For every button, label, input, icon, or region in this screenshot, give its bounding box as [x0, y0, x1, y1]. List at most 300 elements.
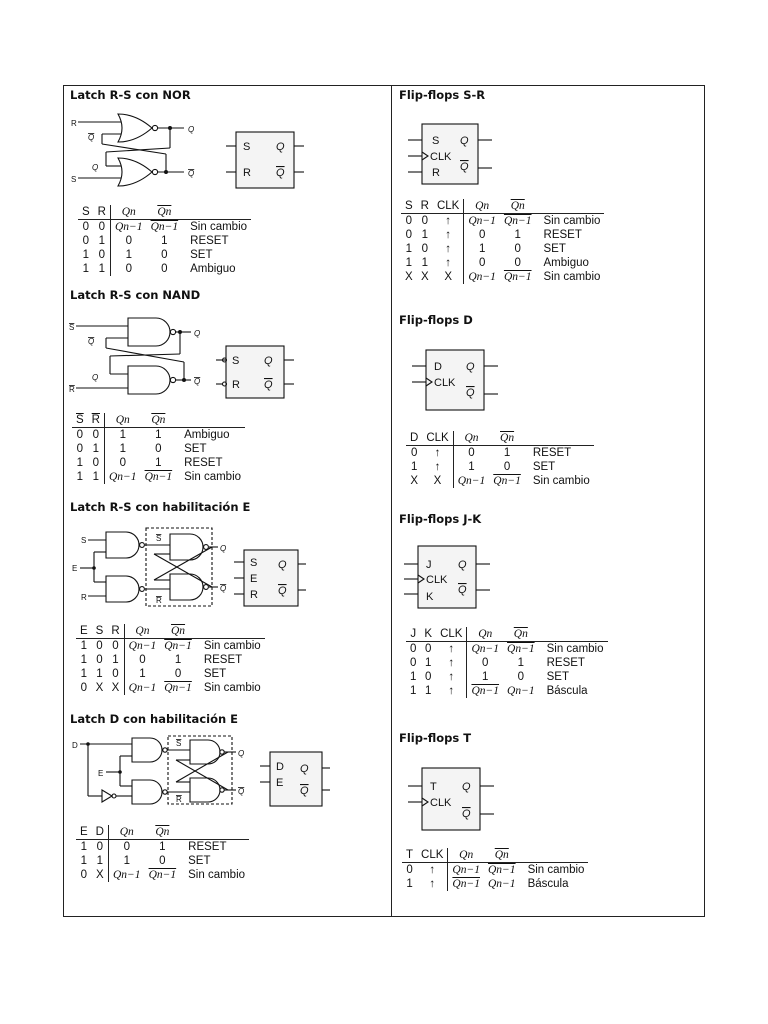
table-cell: 0 [421, 243, 429, 255]
table-header-cell: CLK [436, 627, 467, 642]
table-cell: 0 [410, 657, 417, 669]
table-cell: Qn−1 [128, 640, 157, 652]
table-description-cell: RESET [190, 235, 229, 247]
table-cell: 1 [174, 654, 182, 666]
table-row [406, 684, 608, 698]
input-s-label: S [71, 175, 77, 184]
table-row [402, 877, 588, 891]
truth-table-latch-rs-enable [76, 624, 265, 695]
table-cell: Qn−1 [507, 685, 535, 697]
block-qbar-label: Q [264, 379, 273, 391]
table-header-cell: Qn [104, 413, 140, 428]
table-cell: Qn−1 [114, 221, 143, 233]
table-cell: 0 [96, 640, 103, 652]
table-description-cell: Sin cambio [532, 475, 590, 487]
table-cell: Qn−1 [452, 864, 480, 876]
table-cell: 1 [421, 257, 429, 269]
table-description-cell: SET [543, 243, 566, 255]
table-cell: Qn−1 [164, 682, 192, 694]
block-t-label: T [430, 781, 437, 793]
section-title-latch-rs-nor: Latch R-S con NOR [70, 88, 191, 102]
block-q-label: Q [278, 559, 287, 571]
table-cell: 1 [94, 234, 111, 248]
output-qbar-label: Q [194, 377, 201, 386]
output-qbar-label: Q [188, 169, 195, 178]
table-cell: 0 [174, 668, 182, 680]
table-cell: 1 [514, 229, 521, 241]
qbar-feedback-label: Q [88, 133, 95, 142]
table-cell: X [92, 868, 109, 882]
table-description-cell: RESET [546, 657, 585, 669]
table-cell: 0 [82, 221, 90, 233]
input-rbar-label: R [69, 385, 75, 394]
table-cell: ↑ [417, 877, 448, 891]
table-cell: 1 [80, 855, 88, 867]
table-row [78, 234, 251, 248]
block-s-label: S [243, 141, 251, 153]
section-title-ff-t: Flip-flops T [399, 731, 472, 745]
internal-sbar-label: S [156, 534, 162, 543]
block-d-label: D [434, 361, 442, 373]
table-cell: 0 [82, 235, 90, 247]
table-header-cell: S [78, 205, 94, 220]
input-e-label: E [72, 564, 78, 573]
ff-sr-diagram [400, 118, 510, 190]
table-cell: X [422, 474, 453, 488]
table-cell: 1 [405, 243, 413, 255]
table-row [76, 667, 265, 681]
table-row [406, 460, 594, 474]
input-sbar-label: S [69, 323, 75, 332]
table-cell: 0 [107, 667, 124, 681]
table-row [78, 262, 251, 276]
table-description-cell: SET [190, 249, 213, 261]
ff-t-diagram [400, 764, 510, 834]
table-cell: 0 [425, 671, 432, 683]
table-header-cell: $\overline{Qn}$ [160, 624, 196, 639]
table-row [72, 470, 245, 484]
section-title-ff-jk: Flip-flops J-K [399, 512, 482, 526]
table-cell: 0 [405, 229, 413, 241]
table-cell: Qn−1 [150, 221, 179, 233]
table-cell: 0 [503, 461, 511, 473]
table-cell: 1 [92, 854, 109, 868]
table-cell: Qn−1 [112, 869, 141, 881]
section-title-latch-rs-enable: Latch R-S con habilitación E [70, 500, 251, 514]
output-q-label: Q [194, 329, 201, 338]
block-qbar-label: Q [276, 167, 285, 179]
table-cell: Qn−1 [108, 471, 137, 483]
table-cell: 1 [161, 235, 168, 247]
block-d-label: D [276, 761, 284, 773]
table-cell: 1 [119, 429, 126, 441]
table-header-cell [520, 848, 589, 863]
table-cell: 0 [94, 220, 111, 235]
table-header-cell: CLK [433, 199, 464, 214]
block-q-label: Q [466, 361, 475, 373]
output-q-label: Q [238, 749, 245, 758]
table-header-cell: R [94, 205, 111, 220]
table-header-cell [525, 431, 594, 446]
table-header-cell: $\overline{Qn}$ [489, 431, 525, 446]
block-qbar-label: Q [458, 584, 467, 596]
table-cell: 1 [88, 470, 105, 484]
table-cell: 1 [125, 249, 132, 261]
table-description-cell: RESET [188, 841, 227, 853]
table-row [72, 442, 245, 456]
block-s-label: S [250, 557, 258, 569]
truth-table-ff-sr [401, 199, 604, 284]
table-row [402, 863, 588, 878]
section-title-ff-sr: Flip-flops S-R [399, 88, 486, 102]
table-description-cell: Sin cambio [184, 471, 242, 483]
table-description-cell: SET [532, 461, 556, 473]
table-cell: Qn−1 [487, 864, 516, 876]
table-header-cell: $\overline{Qn}$ [503, 627, 539, 642]
table-cell: 0 [125, 235, 132, 247]
table-cell: ↑ [417, 863, 448, 878]
table-cell: Qn−1 [471, 685, 500, 697]
table-cell: 1 [107, 653, 124, 667]
block-q-label: Q [276, 141, 285, 153]
table-cell: 0 [482, 657, 489, 669]
table-cell: 0 [139, 654, 146, 666]
section-title-latch-d-enable: Latch D con habilitación E [70, 712, 239, 726]
table-cell: 0 [517, 671, 525, 683]
input-s-label: S [81, 536, 87, 545]
table-cell: 1 [159, 841, 166, 853]
table-row [401, 214, 604, 229]
table-description-cell: Sin cambio [203, 682, 261, 694]
table-cell: ↑ [436, 642, 467, 657]
block-q-label: Q [300, 763, 309, 775]
table-description-cell: Sin cambio [190, 221, 248, 233]
table-row [76, 639, 265, 654]
table-header-cell: $\overline{Qn}$ [147, 205, 183, 220]
table-cell: Qn−1 [164, 640, 192, 652]
block-q-label: Q [462, 781, 471, 793]
table-header-cell [536, 199, 605, 214]
table-cell: Qn−1 [144, 471, 173, 483]
table-description-cell: Báscula [527, 878, 569, 890]
table-description-cell: Ambiguo [190, 263, 236, 275]
table-cell: 0 [514, 257, 521, 269]
table-cell: 0 [468, 447, 475, 459]
block-r-label: R [432, 167, 440, 179]
output-q-label: Q [220, 544, 227, 553]
ff-d-diagram [400, 346, 510, 416]
qbar-feedback-label: Q [88, 337, 95, 346]
table-cell: X [420, 271, 429, 283]
table-row [401, 228, 604, 242]
table-row [76, 854, 249, 868]
table-header-cell [539, 627, 608, 642]
table-cell: 1 [482, 671, 489, 683]
truth-table-ff-jk [406, 627, 608, 698]
block-k-label: K [426, 591, 434, 603]
table-row [401, 242, 604, 256]
table-cell: Qn−1 [148, 869, 177, 881]
truth-table-ff-d [406, 431, 594, 488]
table-header-cell [182, 205, 251, 220]
table-header-cell: Qn [448, 848, 484, 863]
table-cell: X [107, 681, 124, 695]
table-row [78, 220, 251, 235]
table-cell: 1 [468, 461, 475, 473]
table-cell: 1 [155, 429, 162, 441]
table-cell: 1 [517, 657, 525, 669]
table-description-cell: Sin cambio [203, 640, 261, 652]
table-cell: Qn−1 [468, 215, 496, 227]
block-qbar-label: Q [300, 785, 309, 797]
table-row [401, 256, 604, 270]
table-description-cell: Sin cambio [543, 215, 601, 227]
table-cell: 1 [76, 471, 84, 483]
table-cell: 1 [410, 461, 418, 473]
input-r-label: R [71, 119, 77, 128]
table-cell: 0 [478, 257, 486, 269]
table-description-cell: Sin cambio [527, 864, 585, 876]
truth-table-latch-d-enable [76, 825, 249, 882]
table-description-cell: RESET [532, 447, 572, 459]
table-header-cell [180, 825, 249, 840]
block-clk-label: CLK [426, 574, 448, 586]
table-header-cell: $\overline{R}$ [88, 413, 105, 428]
table-description-cell: SET [203, 668, 227, 680]
table-header-cell [196, 624, 265, 639]
table-cell: X [433, 270, 464, 284]
table-header-cell: $\overline{Qn}$ [500, 199, 536, 214]
table-cell: 0 [76, 443, 84, 455]
table-row [406, 474, 594, 488]
table-header-cell: Qn [124, 624, 160, 639]
table-cell: 1 [119, 443, 126, 455]
output-qbar-label: Q [238, 787, 245, 796]
table-cell: 0 [80, 682, 88, 694]
table-cell: Qn−1 [471, 643, 500, 655]
table-cell: 0 [119, 457, 126, 469]
block-qbar-label: Q [462, 808, 471, 820]
table-cell: 0 [159, 855, 166, 867]
truth-table-ff-t [402, 848, 588, 891]
table-description-cell: RESET [203, 654, 243, 666]
table-cell: 0 [410, 447, 418, 459]
table-cell: ↑ [436, 670, 467, 684]
input-r-label: R [81, 593, 87, 602]
table-row [72, 456, 245, 470]
block-r-label: R [232, 379, 240, 391]
table-header-cell: $\overline{Qn}$ [145, 825, 181, 840]
table-header-cell: $\overline{Qn}$ [484, 848, 520, 863]
table-description-cell: RESET [543, 229, 582, 241]
table-cell: 0 [514, 243, 521, 255]
table-header-cell: J [406, 627, 420, 642]
table-cell: 0 [421, 215, 429, 227]
table-header-cell: E [76, 825, 92, 840]
table-header-cell: CLK [422, 431, 453, 446]
table-description-cell: SET [184, 443, 207, 455]
table-header-cell: Qn [467, 627, 503, 642]
table-cell: 1 [96, 668, 103, 680]
block-q-label: Q [264, 355, 273, 367]
column-divider [391, 85, 392, 917]
ff-jk-diagram [398, 544, 508, 614]
table-cell: 0 [88, 456, 105, 470]
table-cell: ↑ [433, 214, 464, 229]
table-cell: ↑ [433, 256, 464, 270]
block-s-label: S [232, 355, 240, 367]
table-description-cell: Sin cambio [546, 643, 604, 655]
table-cell: Qn−1 [487, 878, 516, 890]
input-d-label: D [72, 741, 78, 750]
table-header-cell: Qn [110, 205, 146, 220]
table-cell: 0 [107, 639, 124, 654]
table-description-cell: SET [188, 855, 211, 867]
block-s-label: S [432, 135, 440, 147]
table-cell: 1 [405, 257, 413, 269]
table-header-cell: D [92, 825, 109, 840]
block-r-label: R [250, 589, 258, 601]
table-cell: 1 [425, 685, 432, 697]
table-cell: 1 [123, 855, 130, 867]
table-row [76, 868, 249, 882]
table-cell: ↑ [422, 446, 453, 461]
section-title-ff-d: Flip-flops D [399, 313, 473, 327]
table-cell: 0 [76, 429, 84, 441]
table-cell: 1 [94, 262, 111, 276]
table-cell: 1 [410, 685, 417, 697]
table-header-cell: $\overline{S}$ [72, 413, 88, 428]
table-row [406, 642, 608, 657]
table-cell: ↑ [433, 228, 464, 242]
table-cell: 0 [94, 248, 111, 262]
table-header-cell: R [107, 624, 124, 639]
block-clk-label: CLK [434, 377, 456, 389]
truth-table-latch-rs-nor [78, 205, 251, 276]
table-cell: 1 [425, 657, 432, 669]
block-e-label: E [276, 777, 284, 789]
table-cell: 1 [80, 841, 88, 853]
table-cell: 0 [88, 428, 105, 443]
table-cell: 1 [406, 878, 413, 890]
table-cell: Qn−1 [493, 475, 521, 487]
table-row [78, 248, 251, 262]
output-q-label: Q [188, 125, 195, 134]
table-cell: 1 [139, 668, 146, 680]
table-cell: 1 [82, 249, 90, 261]
block-qbar-label: Q [460, 161, 469, 173]
table-header-cell: S [92, 624, 108, 639]
table-cell: 1 [76, 457, 84, 469]
table-cell: X [95, 682, 104, 694]
table-cell: 1 [80, 654, 88, 666]
table-description-cell: Báscula [546, 685, 588, 697]
table-cell: 0 [125, 263, 132, 275]
block-q-label: Q [460, 135, 469, 147]
table-cell: Qn−1 [503, 271, 532, 283]
q-feedback-label: Q [92, 373, 99, 382]
table-header-cell: T [402, 848, 417, 863]
table-cell: 1 [478, 243, 486, 255]
block-j-label: J [426, 559, 432, 571]
table-description-cell: Ambiguo [543, 257, 589, 269]
table-cell: 1 [80, 640, 88, 652]
table-cell: 0 [161, 249, 168, 261]
table-cell: ↑ [436, 656, 467, 670]
table-description-cell: SET [546, 671, 569, 683]
table-cell: 1 [410, 671, 417, 683]
table-description-cell: Sin cambio [543, 271, 601, 283]
internal-rbar-label: R [176, 795, 182, 804]
table-cell: 1 [503, 447, 511, 459]
table-description-cell: Sin cambio [188, 869, 246, 881]
table-header-cell: Qn [453, 431, 489, 446]
table-header-cell: Qn [108, 825, 144, 840]
internal-rbar-label: R [156, 596, 162, 605]
table-cell: 0 [405, 215, 413, 227]
table-header-cell: E [76, 624, 92, 639]
table-row [76, 840, 249, 855]
latch-d-enable-diagram [66, 734, 326, 814]
table-header-cell: K [420, 627, 436, 642]
block-clk-label: CLK [430, 797, 452, 809]
table-cell: 0 [406, 864, 413, 876]
table-row [406, 446, 594, 461]
table-header-cell: Qn [464, 199, 500, 214]
section-title-latch-rs-nand: Latch R-S con NAND [70, 288, 201, 302]
latch-rs-nor-diagram [66, 104, 296, 200]
table-cell: Qn−1 [128, 682, 157, 694]
table-cell: Qn−1 [503, 215, 532, 227]
table-cell: 0 [92, 840, 109, 855]
table-header-cell: R [417, 199, 433, 214]
table-cell: 0 [478, 229, 486, 241]
table-cell: Qn−1 [507, 643, 535, 655]
table-cell: ↑ [422, 460, 453, 474]
latch-rs-nand-diagram [66, 310, 296, 406]
block-clk-label: CLK [430, 151, 452, 163]
table-cell: Qn−1 [452, 878, 480, 890]
table-cell: Qn−1 [468, 271, 496, 283]
input-e-label: E [98, 769, 104, 778]
table-row [406, 670, 608, 684]
table-row [72, 428, 245, 443]
table-cell: 0 [161, 263, 168, 275]
table-cell: Qn−1 [457, 475, 486, 487]
table-cell: ↑ [436, 684, 467, 698]
table-cell: 0 [80, 869, 88, 881]
table-cell: ↑ [433, 242, 464, 256]
truth-table-latch-rs-nand [72, 413, 245, 484]
output-qbar-label: Q [220, 584, 227, 593]
table-cell: 1 [155, 457, 162, 469]
block-q-label: Q [458, 559, 467, 571]
table-description-cell: RESET [184, 457, 223, 469]
table-cell: 0 [410, 643, 417, 655]
table-cell: 0 [425, 643, 432, 655]
table-row [76, 653, 265, 667]
block-e-label: E [250, 573, 258, 585]
table-cell: 0 [96, 654, 103, 666]
table-header-cell: CLK [417, 848, 448, 863]
table-cell: 0 [155, 443, 162, 455]
table-header-cell [176, 413, 245, 428]
block-r-label: R [243, 167, 251, 179]
block-qbar-label: Q [278, 585, 287, 597]
table-cell: 1 [80, 668, 88, 680]
table-description-cell: Ambiguo [184, 429, 230, 441]
internal-sbar-label: S [176, 739, 182, 748]
